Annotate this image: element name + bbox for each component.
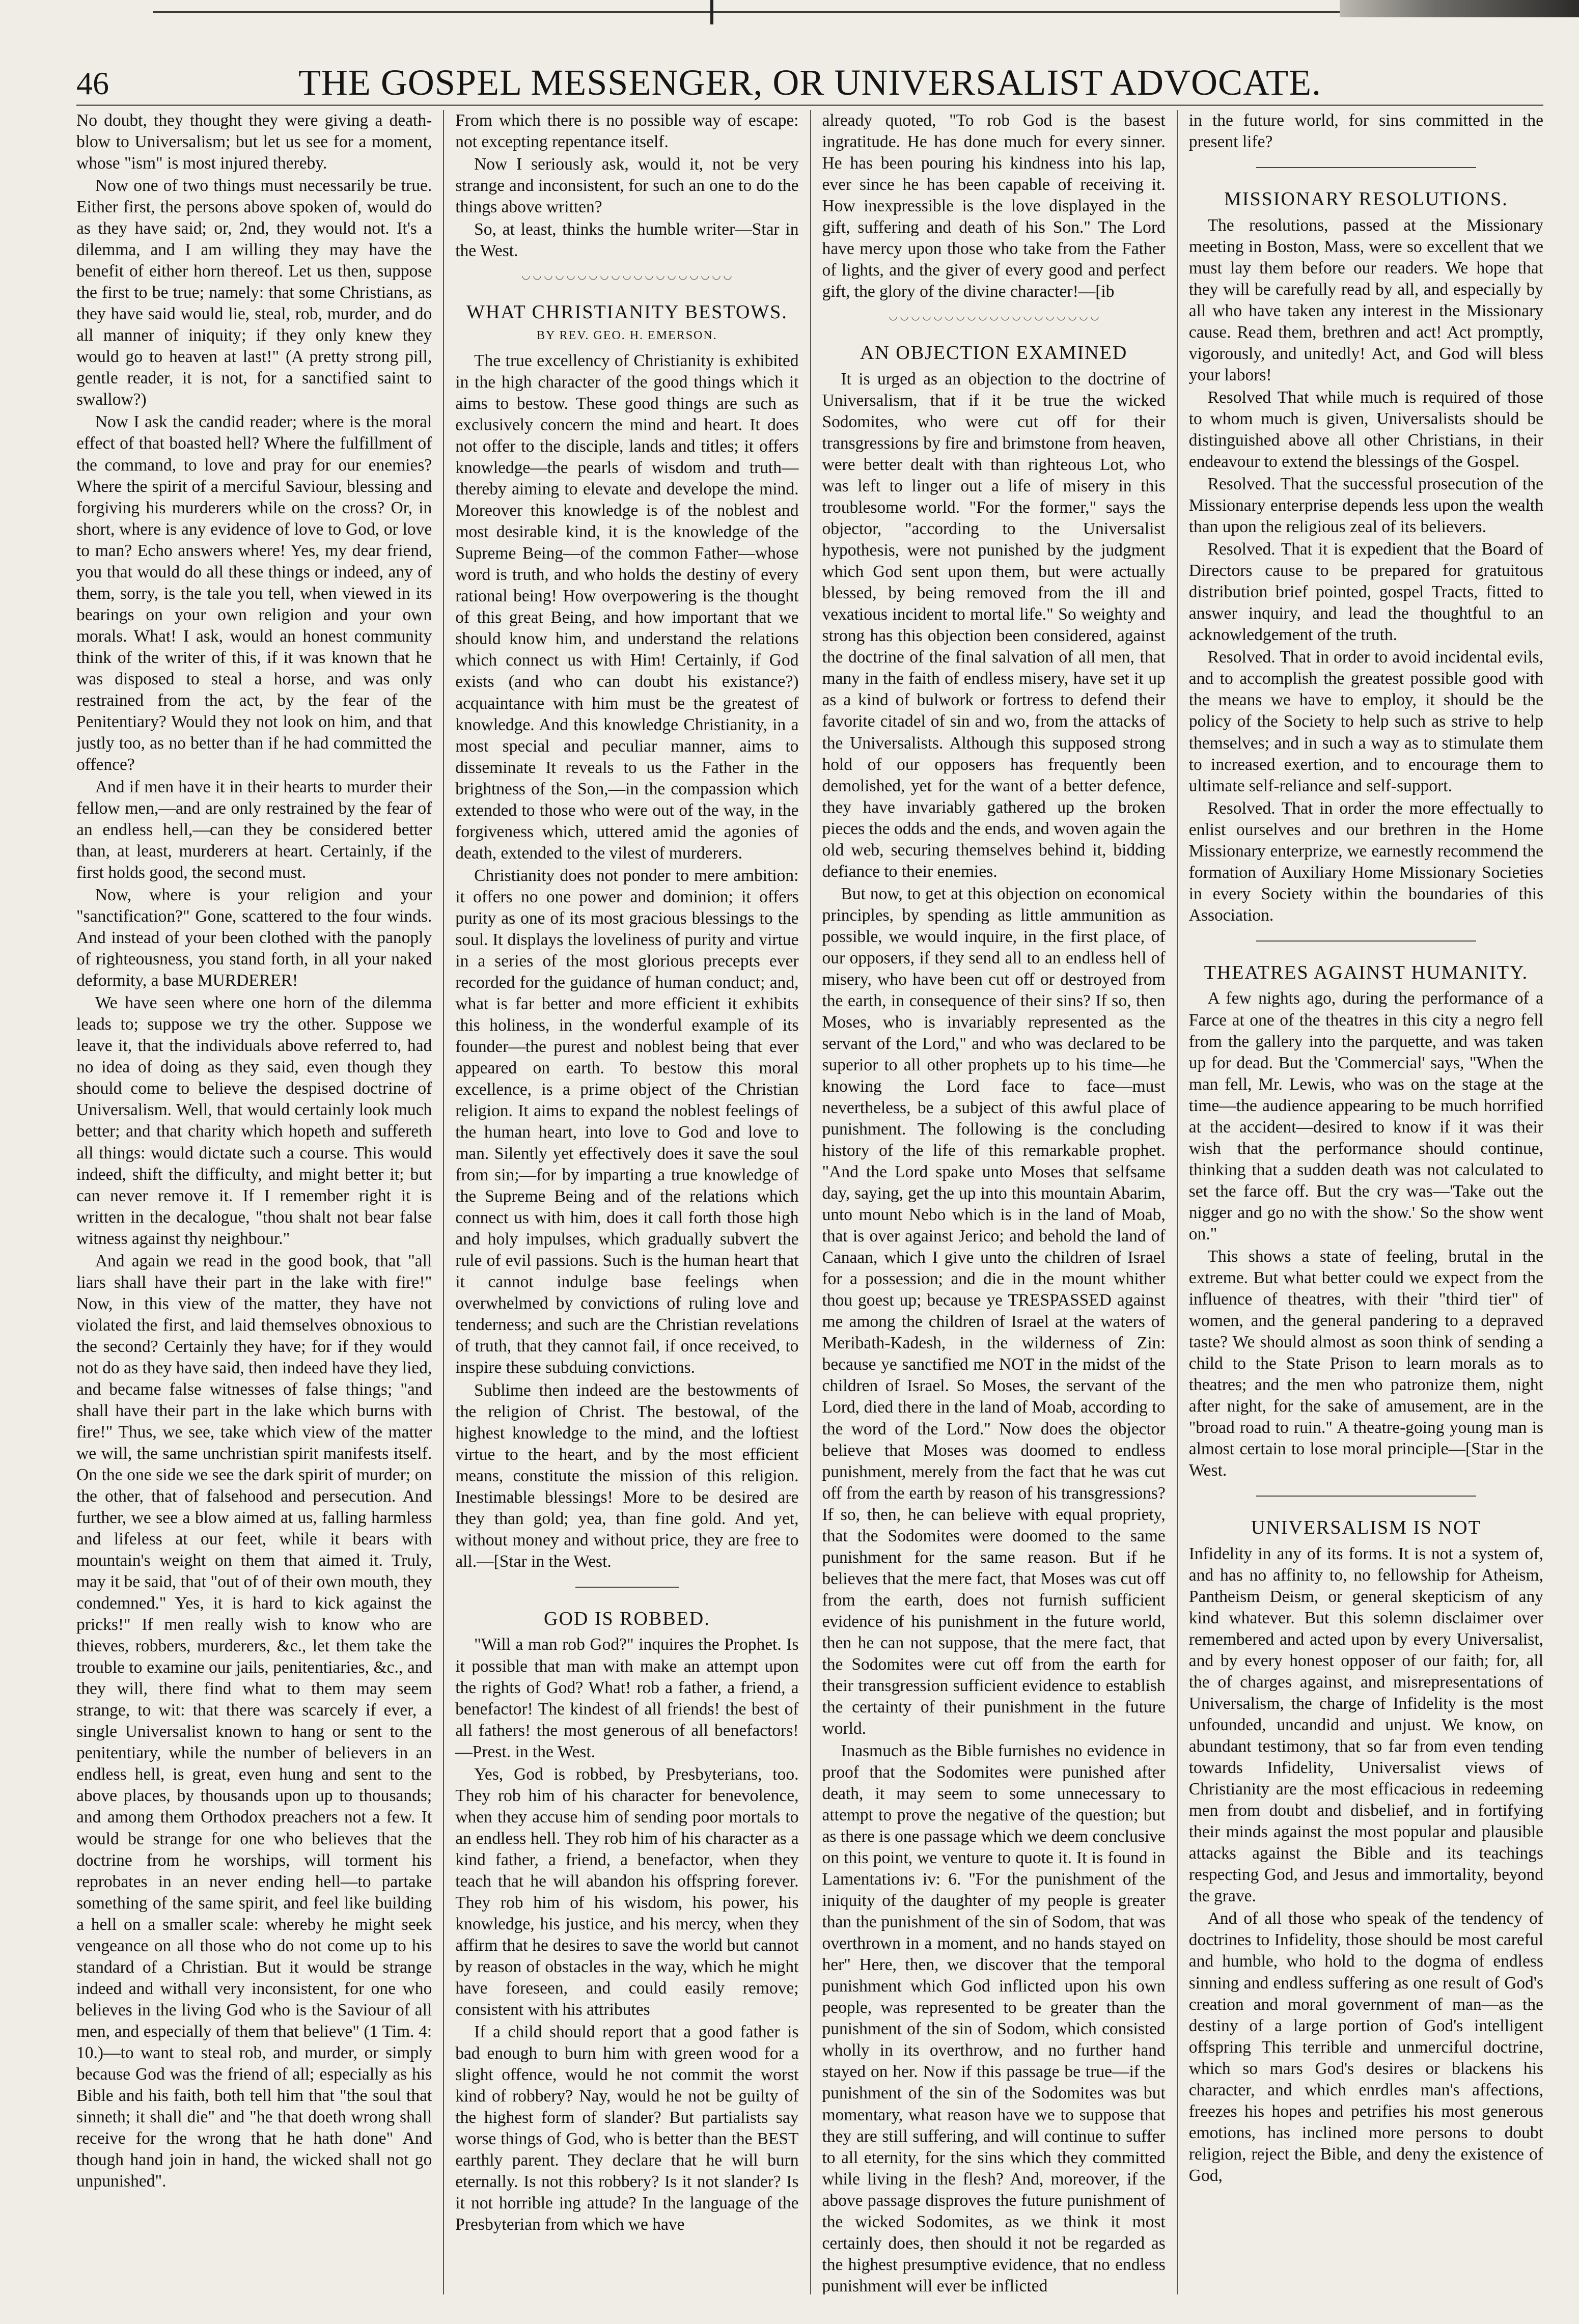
article-title: WHAT CHRISTIANITY BESTOWS.	[466, 301, 788, 323]
page-header	[76, 0, 1543, 102]
article-paragraph: Resolved. That the successful prosecution of the Missionary enterprise depends less upon the wealth than upon the religious zeal of its believers.	[1188, 475, 1543, 537]
article-paragraph: Now I ask the candid reader; where is the moral effect of that boasted hell? Where the fulfillment of the command, to love and pray for our enemies? Where the spirit of a merciful Saviour, blessing and forgiving his murderers while on the cross? Or, in short, where is any evidence of love to God, or love to man? Echo answers where! Yes, my dear friend, you that would do all these things or indeed, any of them, sorry, is the tale you tell, when viewed in its bearings on your own religion and your own morals. What! I ask, would an honest community think of the writer of this, if it was known that he was disposed to steal a horse, and was only restrained from the act, by the fear of the Penitentiary? Would they not look on him, and that justly too, as no better than if he had committed the offence?	[76, 412, 432, 774]
section-divider	[1256, 940, 1476, 942]
article-title: UNIVERSALISM IS NOT	[1251, 1517, 1481, 1539]
article-paragraph: But now, to get at this objection on economical principles, by spending as little ammunition as possible, we would inquire, in the first place, of our opposers, if they send all to an endless hell of misery, who have been cut off or destroyed from the earth, in consequence of their sins? If so, then Moses, who is invariably represented as the servant of the Lord," and who was declared to be superior to all other prophets up to his time—he knowing the Lord face to face—must nevertheless, be a subject of this awful place of punishment. The following is the concluding history of the life of this remarkable prophet. "And the Lord spake unto Moses that selfsame day, saying, get the up into this mountain Abarim, unto mount Nebo which is in the land of Moab, that is over against Jerico; and behold the land of Canaan, which I give unto the children of Israel for a possession; and die in the mount whither thou goest up; because ye TRESPASSED against me among the children of Israel at the waters of Meribath-Kadesh, in the wilderness of Zin: because ye sanctified me NOT in the midst of the children of Israel. So Moses, the servant of the Lord, died there in the land of Moab, according to the word of the Lord." Now does the objector believe that Moses was doomed to endless punishment, merely from the fact that he was cut off from the earth by reason of his transgressions? If so, then, he can believe with equal propriety, that the Sodomites were doomed to the same punishment for the same reason. But if he believes that the mere fact, that Moses was cut off from the earth, does not furnish sufficient evidence of his punishment in the future world, then he can not suppose, that the mere fact, that the Sodomites were cut off from the earth for their transgression sufficient evidence to establish the certainty of their punishment in the future world.	[822, 884, 1166, 1738]
header-rule	[76, 104, 1543, 106]
column-1	[76, 110, 443, 2294]
article-paragraph: Infidelity in any of its forms. It is not a system of, and has no affinity to, no fellowship for Atheism, Pantheism Deism, or general skepticism of any kind whatever. But this solemn disclaimer over remembered and acted upon by every Universalist, and by every honest opposer of our faith; for, all the of charges against, and misrepresentations of Universalism, the charge of Infidelity is the most unfounded, uncandid and unjust. We know, on abundant testimony, that so far from even tending towards Infidelity, Universalist views of Christianity are the most efficacious in redeeming men from doubt and disbelief, and in fortifying their minds against the most popular and plausible attacks against the Bible and its teachings respecting God, and Jesus and immortality, beyond the grave.	[1188, 1544, 1543, 1906]
section-divider	[575, 1587, 678, 1588]
article-paragraph: Christianity does not ponder to mere ambition: it offers no one power and dominion; it offers purity as one of its most gracious blessings to the soul. It displays the loveliness of purity and virtue in a series of the most glorious precepts ever recorded for the guidance of human conduct; and, what is far better and more efficient it exhibits this holiness, in the wonderful example of its founder—the purest and noblest being that ever appeared on earth. To bestow this moral excellence, is a prime object of the Christian religion. It aims to expand the noblest feelings of the human heart, into love to God and love to man. Silently yet effectively does it save the soul from sin;—for by imparting a true knowledge of the Supreme Being and of the relations which connect us with him, does it call forth those high and holy impulses, which gradually subvert the rule of evil passions. Such is the human heart that it cannot indulge base feelings when overwhelmed by convictions of ruling love and tenderness; and such are the Christian revelations of truth, that they cannot fail, if once received, to inspire these subduing convictions.	[455, 866, 799, 1377]
article-title: THEATRES AGAINST HUMANITY.	[1204, 961, 1529, 983]
article-paragraph: Now, where is your religion and your "sanctification?" Gone, scattered to the four winds. And instead of your been clothed with the panoply of righteousness, you stand forth, in all your naked deformity, a base MURDERER!	[76, 886, 432, 990]
article-paragraph: And if men have it in their hearts to murder their fellow men,—and are only restrained by the fear of an endless hell,—can they be considered better than, at least, murderers at heart. Certainly, if the first holds good, the second must.	[76, 777, 432, 882]
article-paragraph: So, at least, thinks the humble writer—Star in the West.	[455, 220, 799, 261]
page-number: 46	[76, 65, 109, 101]
article-paragraph: Resolved. That it is expedient that the Board of Directors cause to be prepared for gratuitous distribution brief pointed, gospel Tracts, fitted to answer inquiry, and lead the thoughtful to an acknowledgement of the truth.	[1188, 540, 1543, 645]
section-divider	[1256, 1496, 1476, 1497]
article-paragraph: And of all those who speak of the tendency of doctrines to Infidelity, those should be most careful and humble, who hold to the dogma of endless sinning and endless suffering as one result of God's creation and moral government of man—as the destiny of a large portion of God's intelligent offspring This terrible and unmerciful doctrine, which so mars God's desires or blackens his character, and which enrdles man's affections, freezes his hopes and petrifies his most generous emotions, has inclined more persons to doubt religion, reject the Bible, and deny the existence of God,	[1188, 1909, 1543, 2185]
article-paragraph: Resolved. That in order the more effectually to enlist ourselves and our brethren in the Home Missionary enterprize, we earnestly recommend the formation of Auxiliary Home Missionary Societies in every Society within the boundaries of this Association.	[1188, 798, 1543, 925]
article-paragraph: No doubt, they thought they were giving a death-blow to Universalism; but let us see for a moment, whose "ism" is most injured thereby.	[76, 111, 432, 173]
column-3	[810, 110, 1177, 2294]
article-paragraph: And again we read in the good book, that "all liars shall have their part in the lake with fire!" Now, in this view of the matter, they have not violated the first, and laid themselves obnoxious to the second? Certainly they have; for if they would not do as they have said, then indeed have they lied, and became false witnesses of false things; "and shall have their part in the lake which burns with fire!" Thus, we see, take which view of the matter we will, the same unchristian spirit manifests itself. On the one side we see the dark spirit of murder; on the other, that of falsehood and persecution. And further, we see a blow aimed at us, falling harmless and lifeless at our feet, while it bears with mountain's weight on them that aimed it. Truly, may it be said, that "out of of their own mouth, they condemned." Yes, it is hard to kick against the pricks!" If men really wish to know who are thieves, robbers, murderers, &c., let them take the trouble to examine our jails, penitentiaries, &c., and they will, there find what to them may seem strange, to wit: that there was scarcely if ever, a single Universalist known to hang or sent to the penitentiary, while the number of believers in an endless hell, is great, even hung and sent to the above places, by thousands upon up to thousands; and among them Orthodox preachers not a few. It would be strange for one who believes that the doctrine from he worships, will torment his reprobates in an never ending hell—to partake something of the same spirit, and feel like building a hell on a smaller scale: whereby he might seek vengeance on all those who do not come up to his standard of a Christian. But it would be strange indeed and withall very inconsistent, for one who believes in the living God who is the Saviour of all men, and especially of them that believe" (1 Tim. 4: 10.)—to want to steal rob, and murder, or simply because God was the friend of all; especially as his Bible and his faith, both tell him that "the soul that sinneth; it shall die" and "he that doeth wrong shall receive for the wrong that he hath done" And though hand join in hand, the wicked shall not go unpunished".	[76, 1251, 432, 2191]
article-paragraph: The true excellency of Christianity is exhibited in the high character of the good things which it aims to bestow. These good things are such as exclusively concern the mind and heart. It does not offer to the disciple, lands and titles; it offers knowledge—the pearls of wisdom and truth—thereby aiming to elevate and develope the mind. Moreover this knowledge is of the noblest and most desirable kind, it is the knowledge of the Supreme Being—of the common Father—whose word is truth, and who holds the destiny of every rational being! How overpowering is the thought of this great Being, and how important that we should know him, and understand the relations which connect us with Him! Certainly, if God exists (and who can doubt his existance?) acquaintance with him must be the greatest of knowledge. And this knowledge Christianity, in a most special and peculiar manner, aims to disseminate It reveals to us the Father in the brightness of the Son,—in the compassion which extended to those who were out of the way, in the forgiveness which, uttered amid the agonies of death, extended to the vilest of murderers.	[455, 351, 799, 863]
article-byline: BY REV. GEO. H. EMERSON.	[537, 328, 717, 342]
article-paragraph: If a child should report that a good father is bad enough to burn him with green wood for a slight offence, would he not commit the worst kind of robbery? Nay, would he not be guilty of the highest form of slander? But partialists say worse things of God, who is better than the BEST earthly parent. They declare that he will burn eternally. Is not this robbery? Is it not slander? Is it not horrible ing attude? In the language of the Presbyterian from which we have	[455, 2023, 799, 2234]
article-paragraph: Resolved That while much is required of those to whom much is given, Universalists should be distinguished above all other Christians, in their endeavour to extend the blessings of the Gospel.	[1188, 388, 1543, 472]
column-2	[443, 110, 810, 2294]
section-divider	[1256, 167, 1476, 168]
article-title: AN OBJECTION EXAMINED	[860, 342, 1128, 364]
masthead-title: THE GOSPEL MESSENGER, OR UNIVERSALIST ADVOCATE.	[298, 62, 1322, 103]
article-paragraph: This shows a state of feeling, brutal in the extreme. But what better could we expect from the influence of theatres, with their "third tier" of women, and the general pandering to a depraved taste? We should almost as soon think of sending a child to the State Prison to learn morals as to theatres; and the men who patronize them, night after night, for the sake of amusement, are in the "broad road to ruin." A theatre-going young man is almost certain to lose moral principle—[Star in the West.	[1188, 1247, 1543, 1480]
article-paragraph: "Will a man rob God?" inquires the Prophet. Is it possible that man with make an attempt upon the rights of God? What! rob a father, a friend, a benefactor! The kindest of all friends! the best of all fathers! the most generous of all benefactors!—Prest. in the West.	[455, 1635, 799, 1761]
article-paragraph: already quoted, "To rob God is the basest ingratitude. He has done much for every sinner. He has been pouring his kindness into his lap, ever since he has been capable of receiving it. How inexpressible is the love displayed in the gift, suffering and death of his Son." The Lord have mercy upon those who take from the Father of lights, and the giver of every good and perfect gift, the glory of the divine character!—[ib	[822, 111, 1166, 301]
section-divider	[520, 276, 733, 281]
column-4	[1177, 110, 1543, 2294]
text-columns	[76, 110, 1543, 2294]
article-paragraph: Now one of two things must necessarily be true. Either first, the persons above spoken of, would do as they have said; or, 2nd, they would not. It's a dilemma, and I am willing they may have the benefit of either horn thereof. Let us then, suppose the first to be true; namely: that some Christians, as they have said would lie, steal, rob, murder, and do all manner of iniquity; if they only knew they would go to heaven at last!" (A pretty strong pill, gentle reader, it is not, for a sanctified saint to swallow?)	[76, 176, 432, 409]
article-paragraph: Now I seriously ask, would it, not be very strange and inconsistent, for such an one to do the things above written?	[455, 155, 799, 217]
article-title: GOD IS ROBBED.	[544, 1608, 710, 1629]
article-paragraph: From which there is no possible way of escape: not excepting repentance itself.	[455, 111, 799, 152]
article-paragraph: A few nights ago, during the performance of a Farce at one of the theatres in this city a negro fell from the gallery into the parquette, and was taken up for dead. But the 'Commercial' says, "When the man fell, Mr. Lewis, who was on the stage at the time—the audience appearing to be much horrified at the accident—desired to know if it was their wish that the performance should continue, thinking that a sudden death was not calculated to set the farce off. But the cry was—'Take out the nigger and go no with the show.' So the show went on."	[1188, 989, 1543, 1243]
article-paragraph: in the future world, for sins committed in the present life?	[1188, 111, 1543, 152]
article-title: MISSIONARY RESOLUTIONS.	[1224, 188, 1508, 210]
article-paragraph: We have seen where one horn of the dilemma leads to; suppose we try the other. Suppose we leave it, that the individuals above referred to, had no idea of doing as they said, even though they should come to believe the despised doctrine of Universalism. Well, that would certainly look much better; and that charity which hopeth and suffereth all things: would dictate such a course. This would indeed, shift the difficulty, and might better it; but can never remove it. If I remember right it is written in the decalogue, "thou shalt not bear false witness against thy neighbour."	[76, 993, 432, 1248]
article-paragraph: Inasmuch as the Bible furnishes no evidence in proof that the Sodomites were punished after death, it may seem to some unnecessary to attempt to prove the negative of the question; but as there is one passage which we deem conclusive on this point, we venture to quote it. It is found in Lamentations iv: 6. "For the punishment of the iniquity of the daughter of my people is greater than the punishment of the sin of Sodom, that was overthrown in a moment, and no hands stayed on her" Here, then, we discover that the temporal punishment which God inflicted upon his own people, was represented to be greater than the punishment of the sin of Sodom, which consisted wholly in its overthrow, and no further hand stayed on her. Now if this passage be true—if the punishment of the sin of the Sodomites was but momentary, what reason have we to suppose that they are still suffering, and will continue to suffer to all eternity, for the sins which they committed while living in the flesh? And, moreover, if the above passage disproves the future punishment of the wicked Sodomites, as we think it most certainly does, then should it not be regarded as the highest presumptive evidence, that no endless punishment will ever be inflicted	[822, 1741, 1166, 2294]
article-paragraph: The resolutions, passed at the Missionary meeting in Boston, Mass, were so excellent that we must lay them before our readers. We hope that they will be carefully read by all, and especially by all who have taken any interest in the Missionary cause. Read them, brethren and act! Act promptly, vigorously, and unitedly! Act, and God will bless your labors!	[1188, 215, 1543, 384]
article-paragraph: Yes, God is robbed, by Presbyterians, too. They rob him of his character for benevolence, when they accuse him of sending poor mortals to an endless hell. They rob him of his character as a kind father, a friend, a benefactor, when they teach that he will abandon his offspring forever. They rob him of his wisdom, his power, his knowledge, his justice, and his mercy, when they affirm that he desires to save the world but cannot by reason of obstacles in the way, which he might have foreseen, and could easily remove; consistent with his attributes	[455, 1764, 799, 2019]
article-paragraph: Sublime then indeed are the bestowments of the religion of Christ. The bestowal, of the highest knowledge to the mind, and the loftiest virtue to the heart, and by the most efficient means, constitute the mission of this religion. Inestimable blessings! More to be desired are they than gold; yea, than fine gold. And yet, without money and without price, they are free to all.—[Star in the West.	[455, 1380, 799, 1571]
article-paragraph: It is urged as an objection to the doctrine of Universalism, that if it be true the wicked Sodomites, who were cut off for their transgressions by fire and brimstone from heaven, were better dealt with than righteous Lot, who was left to linger out a life of misery in this troublesome world. "For the former," says the objector, "according to the Universalist hypothesis, were not punished by the judgment which God sent upon them, but were actually blessed, by being removed from the ill and vexatious incident to mortal life." So weighty and strong has this objection been considered, against the doctrine of the final salvation of all men, that many in the faith of endless misery, have set it up as a kind of bulwork or fortress to defend their favorite citadel of sin and wo, from the attacks of the Universalists. Although this supposed strong hold of our opposers has frequently been demolished, yet for the want of a better defence, they have invariably gathered up the broken pieces the odds and the ends, and woven again the old web, securing themselves behind it, bidding defiance to their enemies.	[822, 369, 1166, 881]
article-paragraph: Resolved. That in order to avoid incidental evils, and to accomplish the greatest possible good with the means we have to employ, it should be the policy of the Society to help such as strive to help themselves; and in such a way as to stimulate them to increased exertion, and to encourage them to ultimate self-reliance and self-support.	[1188, 648, 1543, 795]
section-divider	[888, 317, 1100, 322]
